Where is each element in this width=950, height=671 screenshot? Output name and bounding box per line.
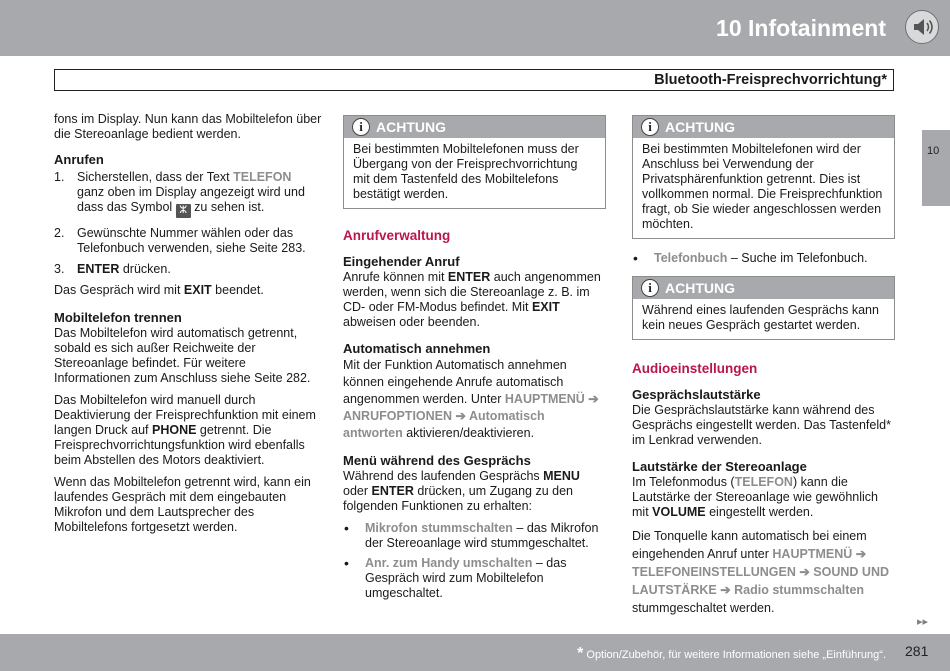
trennen-text-3: Wenn das Mobiltelefon getrennt wird, kann ein laufendes Gespräch mit dem eingebauten Mikrofon und dem Lautsprecher des Mobiltelefons fortgesetzt werden.: [54, 475, 311, 534]
step-number: 1.: [54, 170, 65, 184]
section-title: Bluetooth-Freisprechvorrichtung*: [654, 72, 887, 88]
trennen-text-2: Das Mobiltelefon wird manuell durch Deaktivierung der Freisprechfunktion mit einem langen Druck auf PHONE getrennt. Die Freisprechvorrichtungsfunktion wird ebenfalls beim Abstellen des Motors deaktiviert.: [54, 393, 316, 467]
stereo-text: Im Telefonmodus (TELEFON) kann die Lautstärke der Stereoanlage wie gewöhnlich mit VOLUME eingestellt werden.: [632, 475, 878, 519]
warning-title: ACHTUNG: [665, 119, 735, 135]
trennen-heading: Mobiltelefon trennen: [54, 310, 182, 325]
bluetooth-icon: ⵣ: [176, 204, 191, 218]
menu-heading: Menü während des Gesprächs: [343, 453, 531, 468]
continue-arrows-icon: ▸▸: [917, 616, 929, 628]
anrufen-steps: [54, 170, 322, 277]
info-icon: i: [641, 118, 659, 136]
menu-path: HAUPTMENÜ ➔ TELEFONEINSTELLUNGEN ➔ SOUND UND LAUTSTÄRKE ➔ Radio stummschalten: [632, 547, 890, 597]
warning-box: [632, 276, 895, 340]
warning-box: [632, 115, 895, 239]
warning-text: Bei bestimmten Mobiltelefonen wird der Anschluss bei Verwendung der Privatsphärenfunktion getrennt. Dies ist vollkommen normal. Die Freisprechfunktion fragt, ob Sie wieder angeschlossen werden möchten.: [642, 142, 883, 231]
menu-path: HAUPTMENÜ ➔ ANRUFOPTIONEN ➔ Automatisch antworten: [343, 392, 599, 440]
info-icon: i: [641, 279, 659, 297]
footer-bar: [0, 634, 950, 671]
footnote: * Option/Zubehör, für weitere Informationen siehe „Einführung“.: [577, 645, 886, 662]
eingehend-text: Anrufe können mit ENTER auch angenommen werden, wenn sich die Stereoanlage z. B. im CD- oder FM-Modus befindet. Mit EXIT abweisen oder beenden.: [343, 270, 601, 329]
phone-options: [632, 251, 895, 266]
header-bar: [0, 0, 950, 56]
anrufverwaltung-heading: Anrufverwaltung: [343, 228, 451, 243]
tone-text: Die Tonquelle kann automatisch bei einem eingehenden Anruf unter HAUPTMENÜ ➔ TELEFONEINSTELLUNGEN ➔ SOUND UND LAUTSTÄRKE ➔ Radio stummschalten stummgeschaltet werden.: [632, 529, 890, 615]
warning-title: ACHTUNG: [376, 119, 446, 135]
intro-text: fons im Display. Nun kann das Mobiltelefon über die Stereoanlage bedient werden.: [54, 112, 322, 141]
column-2: [343, 115, 606, 607]
warning-box: [343, 115, 606, 209]
step-number: 3.: [54, 262, 65, 276]
warning-text: Bei bestimmten Mobiltelefonen muss der Übergang von der Freisprechvorrichtung mit dem Tastenfeld des Mobiltelefons bestätigt werden.: [353, 142, 579, 201]
after-text: Das Gespräch wird mit EXIT beendet.: [54, 283, 264, 297]
laut-text: Die Gesprächslautstärke kann während des Gesprächs eingestellt werden. Das Tastenfeld* im Lenkrad verwenden.: [632, 403, 891, 447]
telefon-highlight: TELEFON: [233, 170, 292, 184]
eingehend-heading: Eingehender Anruf: [343, 254, 460, 269]
column-3: [632, 115, 895, 624]
anrufen-heading: Anrufen: [54, 152, 104, 167]
column-1: [54, 112, 322, 542]
page-number: 281: [905, 643, 929, 659]
laut-heading: Gesprächslautstärke: [632, 387, 761, 402]
warning-text: Während eines laufenden Gesprächs kann kein neues Gespräch gestartet werden.: [642, 303, 879, 332]
list-item: • Telefonbuch – Suche im Telefonbuch.: [632, 251, 895, 266]
warning-title: ACHTUNG: [665, 280, 735, 296]
chapter-title: 10 Infotainment: [716, 15, 886, 41]
auto-text: Mit der Funktion Automatisch annehmen können eingehende Anrufe automatisch angenommen werden. Unter HAUPTMENÜ ➔ ANRUFOPTIONEN ➔ Automatisch antworten aktivieren/deaktivieren.: [343, 358, 599, 440]
trennen-text-1: Das Mobiltelefon wird automatisch getrennt, sobald es sich außer Reichweite der Stereoanlage befindet. Für weitere Informationen zum Anschluss siehe Seite 282.: [54, 326, 311, 385]
speaker-icon: [905, 10, 939, 44]
stereo-heading: Lautstärke der Stereoanlage: [632, 459, 807, 474]
section-header: [54, 69, 894, 91]
step-3: 3. ENTER drücken.: [54, 262, 171, 276]
chapter-tab[interactable]: [922, 130, 950, 206]
menu-options: [343, 521, 606, 601]
step-number: 2.: [54, 226, 65, 240]
step-1: 1. Sicherstellen, dass der Text TELEFON ganz oben im Display angezeigt wird und dass das Symbol ⵣ zu sehen ist.: [54, 170, 305, 216]
auto-heading: Automatisch annehmen: [343, 341, 491, 356]
step-2: 2. Gewünschte Nummer wählen oder das Telefonbuch verwenden, siehe Seite 283.: [54, 226, 306, 255]
list-item: • Mikrofon stummschalten – das Mikrofon der Stereoanlage wird stummgeschaltet.: [343, 521, 606, 551]
list-item: • Anr. zum Handy umschalten – das Gespräch wird zum Mobiltelefon umgeschaltet.: [343, 556, 606, 601]
chapter-tab-label: 10: [927, 145, 940, 157]
menu-text: Während des laufenden Gesprächs MENU oder ENTER drücken, um Zugang zu den folgenden Funktionen zu erhalten:: [343, 469, 580, 513]
info-icon: i: [352, 118, 370, 136]
audio-heading: Audioeinstellungen: [632, 361, 758, 376]
